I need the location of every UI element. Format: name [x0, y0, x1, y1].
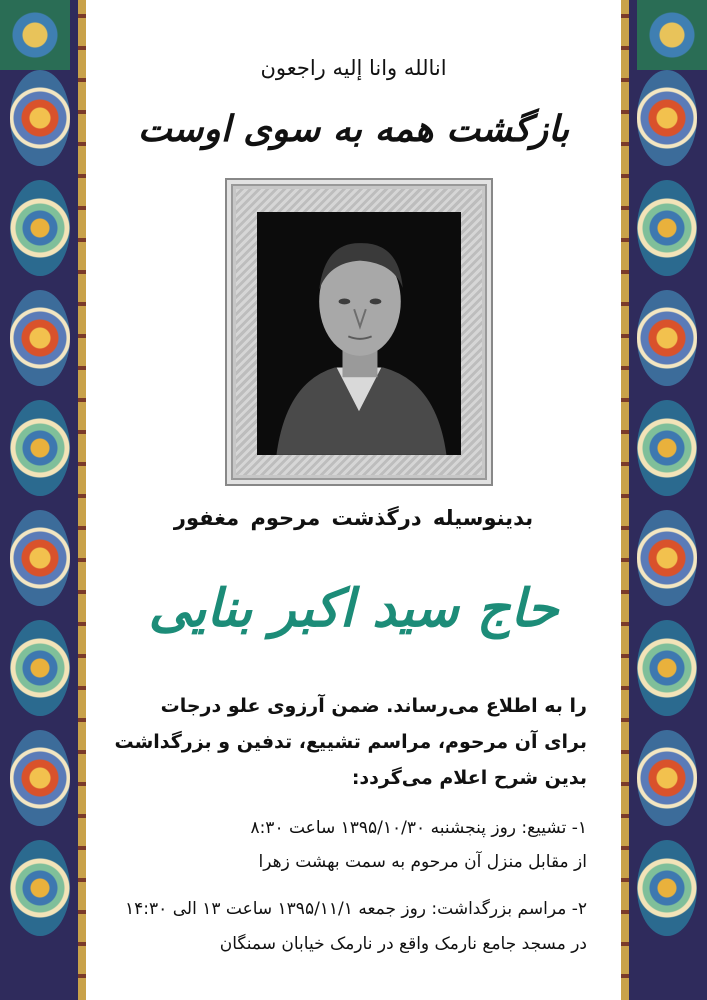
right-ornamental-border	[621, 0, 707, 1000]
ornament-tile	[10, 510, 70, 606]
intro-line: بدینوسیله درگذشت مرحوم مغفور	[173, 506, 534, 530]
content-panel	[86, 0, 621, 1000]
portrait-frame	[233, 186, 485, 478]
ornament-tile	[637, 290, 697, 386]
ceremony-1-schedule: ۱- تشییع: روز پنجشنبه ۱۳۹۵/۱۰/۳۰ ساعت ۸:۳۰	[250, 818, 587, 838]
ornament-tile	[10, 730, 70, 826]
ornament-tile	[10, 290, 70, 386]
deceased-name: حاج سید اکبر بنایی	[148, 578, 559, 639]
ornament-tile	[637, 400, 697, 496]
portrait-photo	[257, 212, 461, 455]
ceremony-1-location: از مقابل منزل آن مرحوم به سمت بهشت زهرا	[258, 852, 587, 872]
ornament-tile	[10, 620, 70, 716]
ornament-tile	[637, 620, 697, 716]
body-line: را به اطلاع می‌رساند. ضمن آرزوی علو درجات	[160, 695, 587, 717]
left-border-rail	[78, 0, 86, 1000]
right-border-rail	[621, 0, 629, 1000]
body-line: بدین شرح اعلام می‌گردد:	[351, 767, 587, 789]
announcement-body	[114, 688, 587, 796]
ceremony-2-location: در مسجد جامع نارمک واقع در نارمک خیابان سمنگان	[219, 934, 587, 954]
left-ornamental-border	[0, 0, 86, 1000]
ornament-tile	[10, 180, 70, 276]
ornament-tile	[637, 840, 697, 936]
ornament-tile	[10, 840, 70, 936]
ornament-tile	[637, 510, 697, 606]
ceremony-2-schedule: ۲- مراسم بزرگداشت: روز جمعه ۱۳۹۵/۱۱/۱ ساعت ۱۳ الی ۱۴:۳۰	[125, 899, 587, 919]
ornament-tile	[637, 730, 697, 826]
bismillah-text: انالله وانا إليه راجعون	[260, 56, 447, 80]
portrait-illustration	[257, 212, 461, 455]
return-phrase: بازگشت همه به سوی اوست	[137, 108, 570, 150]
ornament-tile	[10, 400, 70, 496]
body-line: برای آن مرحوم، مراسم تشییع، تدفین و بزرگداشت	[114, 731, 587, 753]
ornament-tile	[637, 180, 697, 276]
